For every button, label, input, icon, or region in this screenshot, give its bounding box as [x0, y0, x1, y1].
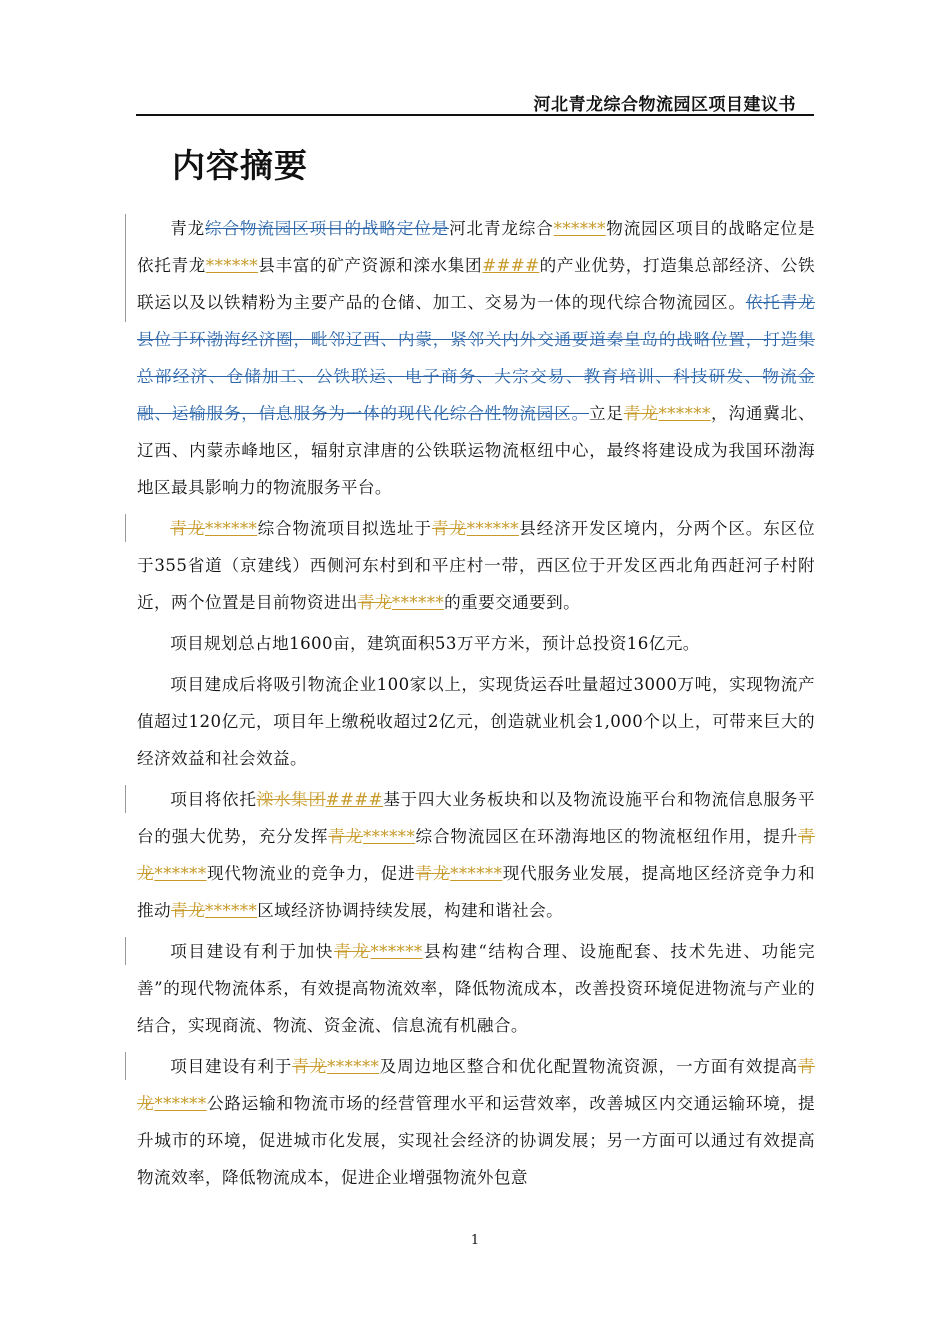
text-run: 青龙 — [170, 219, 206, 238]
paragraph — [137, 781, 815, 929]
text-run: 项目将依托 — [170, 790, 257, 809]
page-number: 1 — [470, 1233, 480, 1248]
text-run: 立足 — [588, 404, 624, 423]
deleted-text: 青龙 — [328, 827, 363, 846]
text-run: 项目建设有利于加快 — [170, 942, 335, 961]
deleted-text: 青龙 — [334, 942, 371, 961]
deleted-text: 青龙 — [357, 593, 392, 612]
change-bar — [125, 785, 126, 813]
text-run: 项目规划总占地1600亩，建筑面积53万平方米，预计总投资16亿元。 — [170, 634, 700, 653]
text-run: 综合物流项目拟选址于 — [257, 519, 432, 538]
text-run: 项目建成后将吸引物流企业100家以上，实现货运吞吐量超过3000万吨，实现物流产值超过120亿元，项目年上缴税收超过2亿元，创造就业机会1,000个以上，可带来巨大的经济效益和社会效益。 — [137, 675, 815, 768]
deleted-text: 青龙 — [137, 1057, 815, 1113]
text-run: 县构建“结构合理、设施配套、技术先进、功能完善”的现代物流体系，有效提高物流效率，降低物流成本，改善投资环境促进物流与产业的结合，实现商流、物流、资金流、信息流有机融合。 — [137, 942, 815, 1035]
inserted-text: #### — [482, 256, 540, 275]
deleted-text: 综合物流园区项目的战略定位是 — [205, 219, 450, 238]
deleted-text: 青龙 — [137, 827, 815, 883]
inserted-text: ****** — [658, 404, 711, 423]
text-run: 的产业优势，打造集总部经济、公铁联运以及以铁精粉为主要产品的仓储、加工、交易为一体的现代综合物流园区。 — [137, 256, 815, 312]
paragraph — [137, 1048, 815, 1196]
text-run: 河北青龙综合 — [449, 219, 554, 238]
change-bar — [125, 1052, 126, 1080]
inserted-text: ****** — [466, 519, 519, 538]
inserted-text: ****** — [391, 593, 445, 612]
deleted-text: 滦水集团 — [256, 790, 326, 809]
paragraph — [137, 625, 815, 662]
document-body — [137, 210, 815, 1200]
inserted-text: ****** — [205, 256, 259, 275]
inserted-text: #### — [325, 790, 383, 809]
inserted-text: ****** — [154, 1094, 207, 1113]
paragraph — [137, 666, 815, 777]
deleted-text: 青龙 — [415, 864, 451, 883]
text-run: 现代物流业的竞争力，促进 — [206, 864, 416, 883]
document-title: 内容摘要 — [172, 146, 308, 185]
text-run: ，沟通冀北、辽西、内蒙赤峰地区，辐射京津唐的公铁联运物流枢纽中心，最终将建设成为我国环渤海地区最具影响力的物流服务平台。 — [137, 404, 815, 497]
text-run: 项目建设有利于 — [170, 1057, 293, 1076]
inserted-text: ****** — [553, 219, 606, 238]
deleted-text: 青龙 — [431, 519, 467, 538]
paragraph — [137, 933, 815, 1044]
paragraph — [137, 210, 815, 506]
inserted-text: ****** — [370, 942, 423, 961]
text-run: 公路运输和物流市场的经营管理水平和运营效率，改善城区内交通运输环境，提升城市的环境，促进城市化发展，实现社会经济的协调发展；另一方面可以通过有效提高物流效率，降低物流成本，促进企业增强物流外包意 — [137, 1094, 815, 1187]
text-run: 县经济开发区境内，分两个区。东区位于355省道（京建线）西侧河东村到和平庄村一带，西区位于开发区西北角西赶河子村附近，两个位置是目前物资进出 — [137, 519, 815, 612]
inserted-text: ****** — [450, 864, 503, 883]
page-header — [136, 90, 814, 116]
text-run: 现代服务业发展，提高地区经济竞争力和推动 — [137, 864, 815, 920]
header-title: 河北青龙综合物流园区项目建议书 — [533, 95, 796, 115]
change-bar — [125, 937, 126, 965]
inserted-text: ****** — [205, 519, 258, 538]
deleted-text: 青龙 — [170, 519, 206, 538]
paragraph — [137, 510, 815, 621]
text-run: 区域经济协调持续发展，构建和谐社会。 — [257, 901, 564, 920]
text-run: 的重要交通要到。 — [444, 593, 581, 612]
inserted-text: ****** — [205, 901, 258, 920]
inserted-text: ****** — [154, 864, 207, 883]
text-run: 物流园区项目的战略定位是依托青龙 — [137, 219, 815, 275]
deleted-text: 依托青龙县位于环渤海经济圈，毗邻辽西、内蒙，紧邻关内外交通要道秦皇岛的战略位置，打造集总部经济、仓储加工、公铁联运、电子商务、大宗交易、教育培训、科技研发、物流金融、运输服务，信息服务为一体的现代化综合性物流园区。 — [137, 293, 815, 423]
deleted-text: 青龙 — [171, 901, 205, 920]
deleted-text: 青龙 — [292, 1057, 328, 1076]
text-run: 县丰富的矿产资源和滦水集团 — [258, 256, 483, 275]
text-run: 综合物流园区在环渤海地区的物流枢纽作用，提升 — [415, 827, 798, 846]
inserted-text: ****** — [362, 827, 416, 846]
inserted-text: ****** — [327, 1057, 380, 1076]
text-run: 及周边地区整合和优化配置物流资源，一方面有效提高 — [379, 1057, 798, 1076]
deleted-text: 青龙 — [623, 404, 659, 423]
change-bar — [125, 214, 126, 322]
change-bar — [125, 514, 126, 542]
text-run: 基于四大业务板块和以及物流设施平台和物流信息服务平台的强大优势，充分发挥 — [137, 790, 816, 846]
